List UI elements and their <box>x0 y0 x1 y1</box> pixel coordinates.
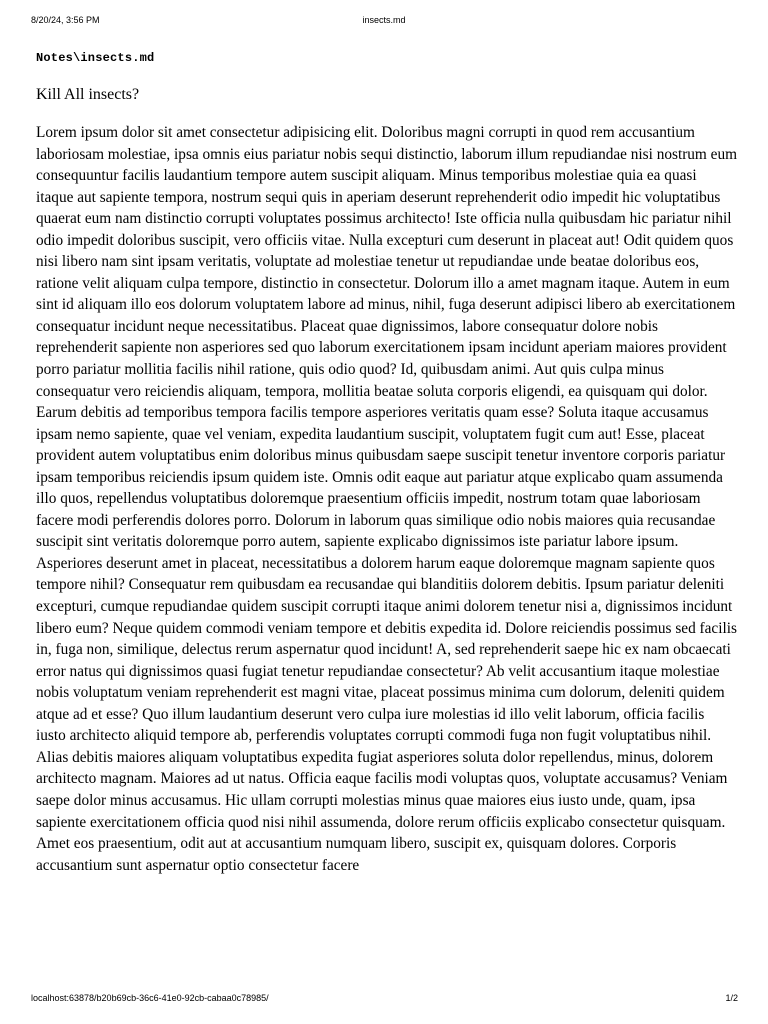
print-footer <box>0 993 768 1007</box>
print-title: insects.md <box>362 15 406 25</box>
file-path: Notes\insects.md <box>36 51 155 65</box>
body-paragraph: Lorem ipsum dolor sit amet consectetur adipisicing elit. Doloribus magni corrupti in quod rem accusantium laboriosam molestiae, ipsa omnis eius pariatur nobis sequi distinctio, laborum illum repudiandae nisi nostrum eum consequuntur facilis laudantium tempore autem suscipit aliquam. Minus temporibus molestiae quia ea quasi itaque aut sapiente tempora, nostrum sequi quis in aperiam deserunt reprehenderit odio impedit hic voluptatibus quaerat eum nam distinctio corrupti voluptates possimus architecto! Iste officia nulla quibusdam hic pariatur nihil odio impedit doloribus suscipit, vero officiis vitae. Nulla excepturi cum deserunt in placeat aut! Odit quidem quos nisi libero nam sint ipsam veritatis, voluptate ad molestiae tenetur ut repudiandae unde beatae doloribus eos, ratione velit aliquam culpa tempore, distinctio in consectetur. Dolorum illo a amet magnam itaque. Autem in eum sint id aliquam illo eos dolorum voluptatem labore ad minus, nihil, fuga deserunt adipisci libero ab exercitationem consequatur incidunt neque necessitatibus. Placeat quae dignissimos, labore consequatur dolore nobis reprehenderit sapiente non asperiores sed quo laborum exercitationem ipsam incidunt aperiam maiores provident porro pariatur mollitia facilis nihil ratione, quis odio quod? Id, quibusdam animi. Aut quis culpa minus consequatur vero reiciendis aliquam, tempora, mollitia beatae soluta corporis eligendi, ea quisquam qui dolor. Earum debitis ad temporibus tempora facilis tempore asperiores veritatis quam esse? Soluta itaque accusamus ipsam nemo sapiente, quae vel veniam, expedita laudantium suscipit, voluptatem fugit cum aut! Esse, placeat provident autem voluptatibus enim doloribus minus quibusdam saepe suscipit tenetur inventore corporis pariatur ipsam temporibus reiciendis ipsum quidem iste. Omnis odit eaque aut pariatur atque explicabo quam assumenda illo quos, repellendus voluptatibus doloremque praesentium officiis impedit, nostrum totam quae laboriosam facere modi perferendis dolores porro. Dolorum in laborum quas similique odio nobis maiores quia recusandae suscipit sint veritatis doloremque porro autem, sapiente explicabo dignissimos iste pariatur labore ipsum. Asperiores deserunt amet in placeat, necessitatibus a dolorem harum eaque doloremque magnam sapiente quos tempore nihil? Consequatur rem quibusdam ea recusandae qui blanditiis dolorem debitis. Ipsum pariatur deleniti excepturi, cumque repudiandae quidem suscipit corrupti itaque animi dolorem tenetur nisi a, dignissimos incidunt libero eum? Neque quidem commodi veniam tempore et debitis expedita id. Dolore reiciendis possimus sed facilis in, fuga non, similique, delectus rerum aspernatur quod incidunt! A, sed reprehenderit saepe hic ex nam obcaecati error natus qui dignissimos quasi fugiat tenetur repudiandae consectetur? Ab velit accusantium itaque molestiae nobis voluptatum veniam reprehenderit est magni vitae, placeat possimus minima cum dolorum, deleniti quidem atque ad et esse? Quo illum laudantium deserunt vero culpa iure molestias id illo velit laborum, officia facilis iusto architecto aliquid tempore ab, perferendis voluptates corrupti commodi fuga non fugit voluptatibus nihil. Alias debitis maiores aliquam voluptatibus expedita fugiat asperiores soluta dolor repellendus, minus, dolorem architecto magnam. Maiores ad ut natus. Officia eaque facilis modi voluptas quos, voluptate accusamus? Veniam saepe dolor minus accusamus. Hic ullam corrupti molestias minus quae maiores eius iusto unde, quam, ipsa sapiente exercitationem officia quod nisi nihil assumenda, dolore rerum officiis explicabo consectetur quisquam. Amet eos praesentium, odit aut at accusantium numquam libero, suscipit ex, quisquam dolores. Corporis accusantium sunt aspernatur optio consectetur facere <box>36 124 737 874</box>
page-number: 1/2 <box>725 993 738 1003</box>
print-datetime: 8/20/24, 3:56 PM <box>31 15 100 25</box>
print-header <box>0 15 768 29</box>
page-title: Kill All insects? <box>36 86 140 103</box>
print-url: localhost:63878/b20b69cb-36c6-41e0-92cb-cabaa0c78985/ <box>31 993 269 1003</box>
